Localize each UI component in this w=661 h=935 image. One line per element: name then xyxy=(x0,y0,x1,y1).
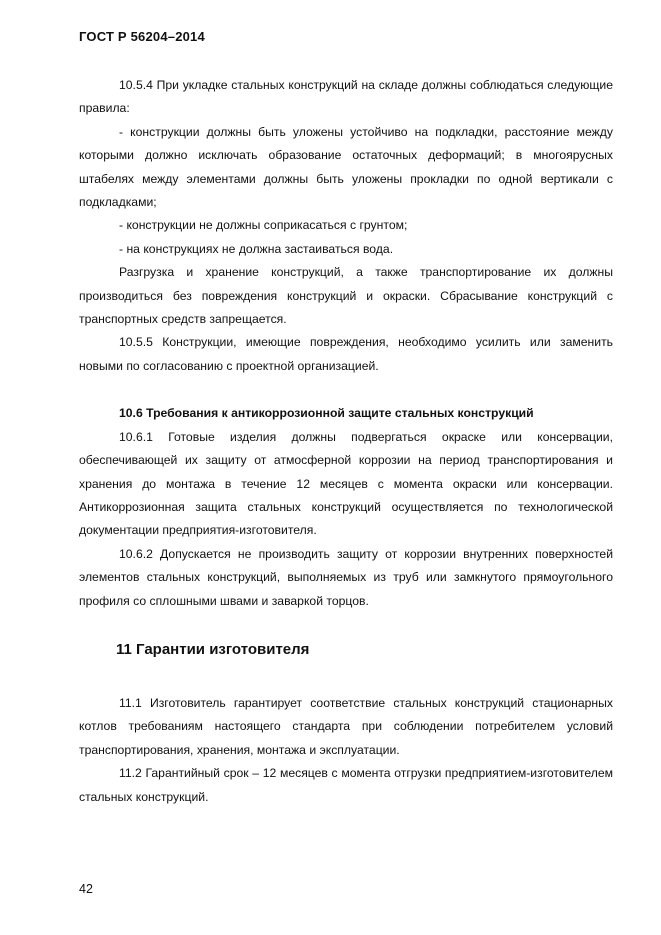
document-body xyxy=(79,74,613,809)
list-item: - конструкции должны быть уложены устойчиво на подкладки, расстояние между которыми должно исключать образование остаточных деформаций; в многоярусных штабелях между элементами должны быть уложены прокладки по одной вертикали с подкладками; xyxy=(79,124,613,210)
list-item: - конструкции не должны соприкасаться с грунтом; xyxy=(119,218,408,233)
list-item: - на конструкциях не должна застаиваться вода. xyxy=(119,241,394,256)
subsection-heading-10-6: 10.6 Требования к антикоррозионной защите стальных конструкций xyxy=(119,406,534,421)
paragraph-unloading: Разгрузка и хранение конструкций, а также транспортирование их должны производиться без повреждения конструкций и окраски. Сбрасывание конструкций с транспортных средств запрещается. xyxy=(79,265,613,327)
paragraph-10-5-4: 10.5.4 При укладке стальных конструкций на складе должны соблюдаться следующие правила: xyxy=(79,78,613,116)
document-header: ГОСТ Р 56204–2014 xyxy=(79,29,205,44)
section-heading-11: 11 Гарантии изготовителя xyxy=(116,640,310,658)
paragraph-10-6-2: 10.6.2 Допускается не производить защиту от коррозии внутренних поверхностей элементов стальных конструкций, выполняемых из труб или замкнутого прямоугольного профиля со сплошными швами и заваркой торцов. xyxy=(79,546,613,608)
paragraph-10-6-1: 10.6.1 Готовые изделия должны подвергаться окраске или консервации, обеспечивающей их защиту от атмосферной коррозии на период транспортирования и хранения до монтажа в течение 12 месяцев с момента окраски или консервации. Антикоррозионная защита стальных конструкций осуществляется по технологической документации предприятия-изготовителя. xyxy=(79,429,613,538)
paragraph-11-2: 11.2 Гарантийный срок – 12 месяцев с момента отгрузки предприятием-изготовителем стальных конструкций. xyxy=(79,766,613,804)
page-number: 42 xyxy=(79,882,93,896)
paragraph-10-5-5: 10.5.5 Конструкции, имеющие повреждения, необходимо усилить или заменить новыми по согласованию с проектной организацией. xyxy=(79,335,613,373)
paragraph-11-1: 11.1 Изготовитель гарантирует соответствие стальных конструкций стационарных котлов требованиям настоящего стандарта при соблюдении потребителем условий транспортирования, хранения, монтажа и эксплуатации. xyxy=(79,695,613,757)
